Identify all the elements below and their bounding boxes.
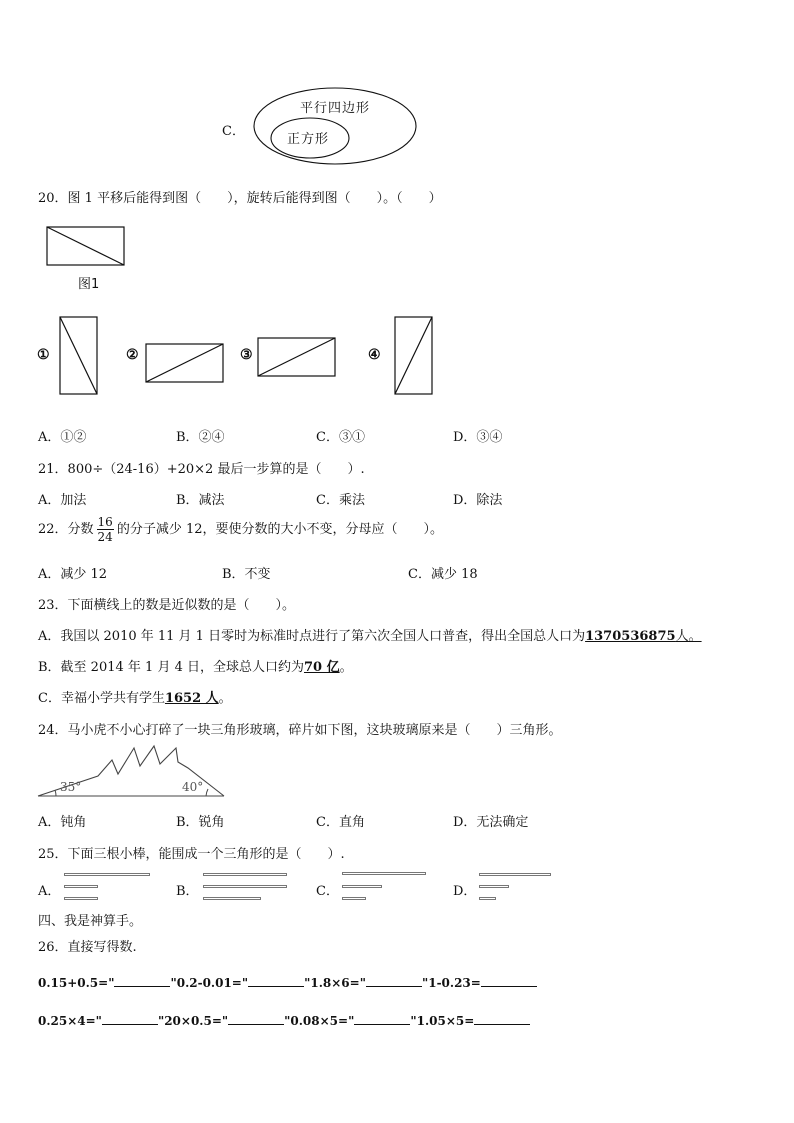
q25-d-stick-2 [479, 885, 509, 888]
q26-answer-blank-1[interactable] [114, 975, 170, 987]
q23-option-a-suffix: 人。 [675, 629, 702, 644]
q20-figure-option-2 [145, 343, 225, 385]
q26-answer-blank-5[interactable] [102, 1013, 158, 1025]
q26-expr-2: "0.2-0.01=" [170, 976, 249, 990]
q25-b-stick-2 [203, 885, 287, 888]
q22-option-c[interactable]: C．减少 18 [408, 567, 478, 582]
q22-option-a[interactable]: A．减少 12 [38, 567, 108, 582]
q25-option-d[interactable]: D． [453, 884, 477, 899]
q23-option-b-text: B．截至 2014 年 1 月 4 日，全球总人口约为 [38, 660, 304, 675]
q21-option-b[interactable]: B．减法 [176, 493, 225, 508]
q26-answer-blank-3[interactable] [366, 975, 422, 987]
q23-option-a[interactable] [38, 625, 702, 644]
q26-expr-6: "20×0.5=" [157, 1014, 229, 1028]
q26-answer-blank-7[interactable] [354, 1013, 410, 1025]
q26-answer-blank-4[interactable] [481, 975, 537, 987]
q20-figure-option-1 [59, 316, 99, 396]
q23-option-b-value: 70 亿 [303, 660, 340, 675]
q24-option-a[interactable]: A．钝角 [38, 815, 87, 830]
q23-option-b[interactable] [38, 656, 353, 675]
q19-outer-label: 平行四边形 [300, 101, 371, 116]
q25-b-stick-3 [203, 897, 261, 900]
q26-answer-blank-6[interactable] [228, 1013, 284, 1025]
q20-figure-caption: 图1 [78, 277, 100, 292]
q20-figure-label-3: ③ [240, 347, 253, 363]
q20-figure-1 [46, 226, 126, 268]
q20-figure-label-1: ① [37, 347, 50, 363]
q21-option-a[interactable]: A．加法 [38, 493, 87, 508]
q24-option-c[interactable]: C．直角 [316, 815, 365, 830]
q25-c-stick-1 [342, 872, 426, 875]
q23-option-c[interactable] [38, 687, 232, 706]
q20-figure-option-3 [257, 337, 337, 379]
q20-option-c[interactable]: C．③① [316, 430, 365, 445]
q21-option-d[interactable]: D．除法 [453, 493, 503, 508]
q19-option-c-label: C． [222, 124, 245, 139]
fraction-denominator: 24 [97, 530, 113, 544]
q23-option-c-suffix: 。 [218, 691, 232, 706]
fraction-numerator: 16 [97, 515, 113, 529]
q26-answer-blank-2[interactable] [248, 975, 304, 987]
q26-expr-3: "1.8×6=" [304, 976, 366, 990]
q22-stem-prefix: 22．分数 [38, 522, 94, 537]
section-4-title: 四、我是神算手。 [38, 914, 143, 929]
q25-a-stick-1 [64, 873, 150, 876]
q26-expr-5: 0.25×4=" [38, 1014, 102, 1028]
q25-option-c[interactable]: C． [316, 884, 339, 899]
q26-row-2 [38, 1013, 530, 1028]
q25-c-stick-3 [342, 897, 366, 900]
q24-option-b[interactable]: B．锐角 [176, 815, 225, 830]
q22-stem [38, 515, 443, 544]
q23-option-b-suffix: 。 [339, 660, 353, 675]
q24-stem: 24．马小虎不小心打碎了一块三角形玻璃，碎片如下图，这块玻璃原来是（ ）三角形。 [38, 723, 562, 738]
q25-b-stick-1 [203, 873, 287, 876]
q22-stem-suffix: 的分子减少 12，要使分数的大小不变，分母应（ ）。 [116, 522, 444, 537]
q22-fraction [97, 515, 114, 544]
q23-stem: 23．下面横线上的数是近似数的是（ ）。 [38, 598, 296, 613]
q23-option-a-value: 1370536875 [585, 629, 676, 644]
q25-option-a[interactable]: A． [38, 884, 61, 899]
q20-option-a[interactable]: A．①② [38, 430, 87, 445]
q26-expr-8: "1.05×5= [410, 1014, 475, 1028]
q26-stem: 26．直接写得数. [38, 940, 137, 955]
q26-expr-1: 0.15+0.5=" [38, 976, 115, 990]
q20-figure-label-4: ④ [368, 347, 381, 363]
q25-stem: 25．下面三根小棒，能围成一个三角形的是（ ）. [38, 847, 345, 862]
q26-answer-blank-8[interactable] [474, 1013, 530, 1025]
q23-option-c-value: 1652 人 [164, 691, 219, 706]
q20-option-b[interactable]: B．②④ [176, 430, 225, 445]
q24-angle-left: 35° [60, 780, 82, 794]
q25-a-stick-2 [64, 885, 98, 888]
q26-row-1 [38, 975, 537, 990]
q25-d-stick-1 [479, 873, 551, 876]
q22-option-b[interactable]: B．不变 [222, 567, 271, 582]
q24-angle-right: 40° [182, 780, 204, 794]
q21-option-c[interactable]: C．乘法 [316, 493, 365, 508]
q23-option-c-text: C．幸福小学共有学生 [38, 691, 165, 706]
q25-option-b[interactable]: B． [176, 884, 199, 899]
q19-inner-label: 正方形 [287, 132, 330, 147]
q20-option-d[interactable]: D．③④ [453, 430, 503, 445]
q25-d-stick-3 [479, 897, 496, 900]
q21-stem: 21．800÷（24-16）+20×2 最后一步算的是（ ）. [38, 462, 365, 477]
q26-expr-4: "1-0.23= [421, 976, 481, 990]
q23-option-a-text: A．我国以 2010 年 11 月 1 日零时为标准时点进行了第六次全国人口普查，得出全国总人口为 [38, 629, 586, 644]
q20-stem: 20．图 1 平移后能得到图（ ），旋转后能得到图（ ）。（ ） [38, 191, 442, 206]
q25-a-stick-3 [64, 897, 98, 900]
q20-figure-label-2: ② [126, 347, 139, 363]
q20-figure-option-4 [394, 316, 434, 396]
q25-c-stick-2 [342, 885, 382, 888]
q24-option-d[interactable]: D．无法确定 [453, 815, 529, 830]
q26-expr-7: "0.08×5=" [284, 1014, 355, 1028]
